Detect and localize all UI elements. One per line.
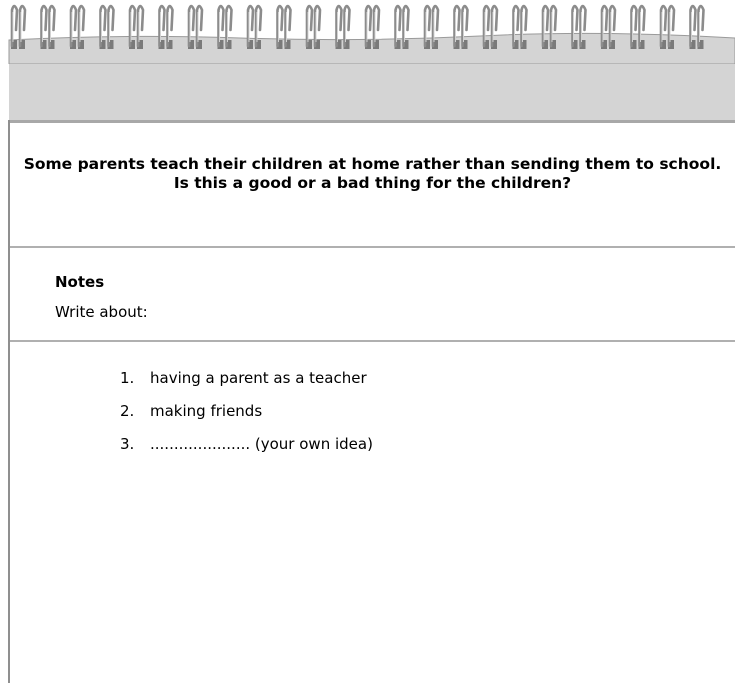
list-item (120, 434, 373, 458)
notes-subtitle: Write about: (55, 303, 148, 321)
question-line-1: Some parents teach their children at home rather than sending them to school. (23, 155, 722, 173)
list-item-number: 1. (120, 369, 135, 387)
notes-list (120, 368, 373, 467)
question-line-2: Is this a good or a bad thing for the children? (173, 174, 572, 192)
list-item-text: making friends (150, 402, 263, 420)
page-edge (8, 120, 10, 683)
list-item-number: 3. (120, 435, 135, 453)
list-item (120, 401, 373, 425)
list-item-text: having a parent as a teacher (150, 369, 367, 387)
divider (10, 340, 735, 342)
question-text (10, 155, 735, 193)
list-item (120, 368, 373, 392)
list-item-number: 2. (120, 402, 135, 420)
spiral-binding-icon (0, 0, 735, 64)
notes-title: Notes (55, 273, 105, 291)
divider (10, 246, 735, 248)
list-item-text: ..................... (your own idea) (150, 435, 373, 453)
header-band (9, 64, 735, 123)
